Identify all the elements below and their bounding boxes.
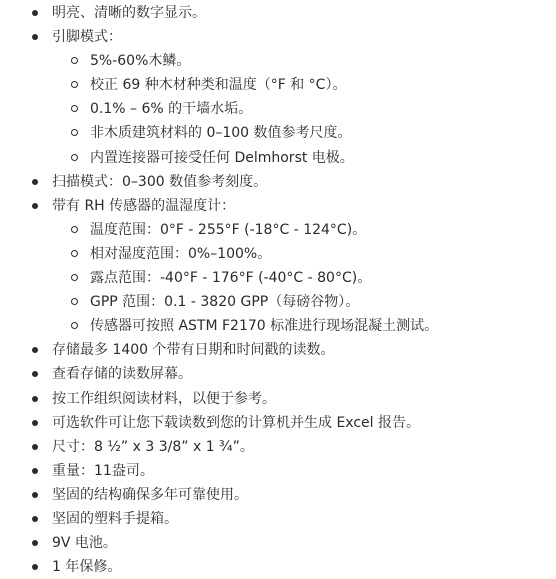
list-item-text: 内置连接器可接受任何 Delmhorst 电极。	[90, 149, 354, 166]
list-item-text: 5%-60%木鳞。	[90, 53, 191, 70]
list-item	[0, 531, 556, 555]
list-item	[0, 25, 556, 49]
bullet-circle-icon	[71, 57, 78, 64]
list-item-text: 相对湿度范围：0%–100%。	[90, 245, 272, 262]
list-item-text: 尺寸：8 ½” x 3 3/8” x 1 ¾”。	[52, 438, 254, 455]
list-item	[0, 483, 556, 507]
list-item-text: 0.1% – 6% 的干墙水垢。	[90, 101, 253, 118]
list-item-text: 查看存储的读数屏幕。	[52, 366, 192, 383]
sub-list-item	[0, 314, 556, 338]
list-item-text: 明亮、清晰的数字显示。	[52, 5, 206, 21]
list-item	[0, 1, 556, 25]
list-item	[0, 170, 556, 194]
sub-list-item	[0, 218, 556, 242]
list-item-text: 传感器可按照 ASTM F2170 标准进行现场混凝土测试。	[90, 318, 439, 335]
list-item-text: 1 年保修。	[52, 559, 122, 576]
sub-list-item	[0, 97, 556, 121]
bullet-disc-icon	[32, 564, 38, 570]
list-item-text: 露点范围：-40°F - 176°F (-40°C - 80°C)。	[90, 270, 372, 287]
bullet-disc-icon	[32, 444, 38, 450]
list-item	[0, 194, 556, 218]
sub-list-item	[0, 73, 556, 97]
list-item	[0, 411, 556, 435]
list-item-text: 非木质建筑材料的 0–100 数值参考尺度。	[90, 125, 352, 142]
bullet-circle-icon	[71, 129, 78, 136]
list-item-text: GPP 范围：0.1 - 3820 GPP（每磅谷物）。	[90, 294, 360, 311]
bullet-disc-icon	[32, 540, 38, 546]
bullet-disc-icon	[32, 420, 38, 426]
list-item	[0, 362, 556, 386]
bullet-disc-icon	[32, 516, 38, 522]
bullet-circle-icon	[71, 226, 78, 233]
list-item-text: 9V 电池。	[52, 535, 117, 552]
bullet-disc-icon	[32, 34, 38, 40]
bullet-circle-icon	[71, 322, 78, 329]
list-item-text: 坚固的结构确保多年可靠使用。	[52, 486, 248, 503]
list-item-text: 带有 RH 传感器的温湿度计：	[52, 197, 236, 214]
bullet-circle-icon	[71, 298, 78, 305]
list-item-text: 重量：11盎司。	[52, 462, 154, 479]
bullet-disc-icon	[32, 10, 38, 16]
list-item-text: 引脚模式：	[52, 29, 122, 46]
sub-list-item	[0, 266, 556, 290]
list-item	[0, 387, 556, 411]
bullet-disc-icon	[32, 468, 38, 474]
sub-list-item	[0, 242, 556, 266]
bullet-disc-icon	[32, 396, 38, 402]
sub-list-item	[0, 146, 556, 170]
bullet-circle-icon	[71, 81, 78, 88]
bullet-disc-icon	[32, 492, 38, 498]
list-item	[0, 555, 556, 579]
bullet-circle-icon	[71, 274, 78, 281]
bullet-disc-icon	[32, 347, 38, 353]
bullet-disc-icon	[32, 203, 38, 209]
list-item-text: 校正 69 种木材种类和温度（°F 和 °C）。	[90, 77, 347, 94]
list-item-text: 温度范围：0°F - 255°F (-18°C - 124°C)。	[90, 221, 367, 238]
bullet-disc-icon	[32, 371, 38, 377]
list-item-text: 存储最多 1400 个带有日期和时间戳的读数。	[52, 342, 335, 359]
list-item	[0, 435, 556, 459]
list-item	[0, 338, 556, 362]
list-item	[0, 507, 556, 531]
sub-list-item	[0, 290, 556, 314]
list-item-text: 坚固的塑料手提箱。	[52, 510, 178, 527]
list-item-text: 按工作组织阅读材料，以便于参考。	[52, 390, 276, 407]
sub-list-item	[0, 121, 556, 145]
bullet-circle-icon	[71, 154, 78, 161]
list-item-text: 可选软件可让您下载读数到您的计算机并生成 Excel 报告。	[52, 414, 420, 431]
bullet-circle-icon	[71, 105, 78, 112]
bullet-disc-icon	[32, 179, 38, 185]
list-item	[0, 459, 556, 483]
sub-list-item	[0, 49, 556, 73]
bullet-circle-icon	[71, 250, 78, 257]
list-item-text: 扫描模式：0–300 数值参考刻度。	[52, 173, 268, 190]
